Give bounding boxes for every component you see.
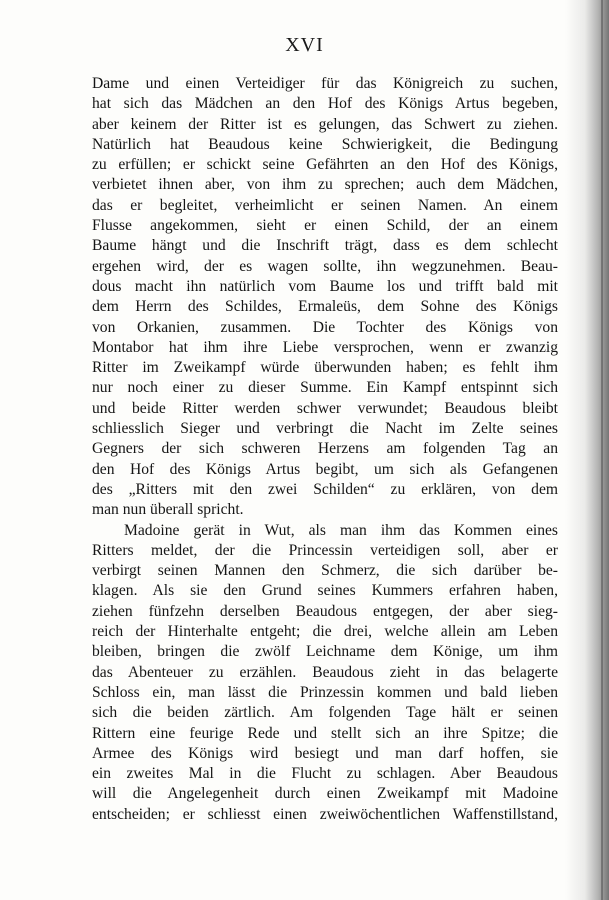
text-line: des „Ritters mit den zwei Schilden“ zu erklären, von dem [92,480,558,498]
text-line: Dame und einen Verteidiger für das Königreich zu suchen, [92,75,558,92]
text-line: das er begleitet, verheimlicht er seinen Namen. An einem [92,196,558,214]
text-line: verbirgt seinen Mannen den Schmerz, die sich darüber be- [92,562,558,580]
text-line: reich der Hinterhalte entgeht; die drei, welche allein am Leben [92,623,558,641]
text-line: aber keinem der Ritter ist es gelungen, das Schwert zu ziehen. [92,115,558,133]
text-line: verbietet ihnen aber, von ihm zu sprechen; auch dem Mädchen, [92,176,558,194]
text-line: will die Angelegenheit durch einen Zweikampf mit Madoine [92,785,558,803]
text-line: man nun überall spricht. [92,501,244,519]
text-line: Ritters meldet, der die Princessin verteidigen soll, aber er [92,541,558,559]
body-text [92,74,558,825]
page-edge [601,0,603,900]
paragraph-2 [92,521,558,825]
text-line: Flusse angekommen, sieht er einen Schild, der an einem [92,217,558,235]
text-line: Ritter im Zweikampf würde überwunden haben; es fehlt ihm [92,359,558,377]
text-line: Gegners der sich schweren Herzens am folgenden Tag an [92,440,558,458]
text-line: Armee des Königs wird besiegt und man darf hoffen, sie [92,744,558,762]
text-line: Rittern eine feurige Rede und stellt sich an ihre Spitze; die [92,724,558,742]
text-line: ein zweites Mal in die Flucht zu schlagen. Aber Beaudous [92,765,558,783]
text-line: nur noch einer zu dieser Summe. Ein Kampf entspinnt sich [92,379,558,397]
text-line: von Orkanien, zusammen. Die Tochter des Königs von [92,318,558,336]
page-number-header: XVI [285,34,324,56]
text-line: bleiben, bringen die zwölf Leichname dem Könige, um ihm [92,643,558,661]
text-line: schliesslich Sieger und verbringt die Nacht im Zelte seines [92,420,558,438]
text-line: dous macht ihn natürlich vom Baume los und trifft bald mit [92,277,558,295]
text-line: dem Herrn des Schildes, Ermaleüs, dem Sohne des Königs [92,298,558,316]
text-line: sich die beiden zärtlich. Am folgenden Tage hält er seinen [92,704,558,722]
text-line: Schloss ein, man lässt die Prinzessin kommen und bald lieben [92,683,558,701]
text-line: hat sich das Mädchen an den Hof des Königs Artus begeben, [92,95,558,113]
text-line: zu erfüllen; er schickt seine Gefährten an den Hof des Königs, [92,156,558,174]
paragraph-1 [92,74,558,521]
text-line: Montabor hat ihm ihre Liebe versprochen, wenn er zwanzig [92,338,558,356]
text-line: ziehen fünfzehn derselben Beaudous entgegen, der aber sieg- [92,602,558,620]
text-line: Natürlich hat Beaudous keine Schwierigkeit, die Bedingung [92,135,558,153]
text-line: und beide Ritter werden schwer verwundet; Beaudous bleibt [92,399,558,417]
text-line: den Hof des Königs Artus begibt, um sich als Gefangenen [92,460,558,478]
text-line: das Abenteuer zu erzählen. Beaudous zieht in das belagerte [92,663,558,681]
text-line: Madoine gerät in Wut, als man ihm das Kommen eines [124,521,558,539]
text-line: entscheiden; er schliesst einen zweiwöchentlichen Waffenstillstand, [92,805,558,823]
text-line: klagen. Als sie den Grund seines Kummers erfahren haben, [92,582,558,600]
text-line: Baume hängt und die Inschrift trägt, dass es dem schlecht [92,237,558,255]
text-line: ergehen wird, der es wagen sollte, ihn wegzunehmen. Beau- [92,257,558,275]
